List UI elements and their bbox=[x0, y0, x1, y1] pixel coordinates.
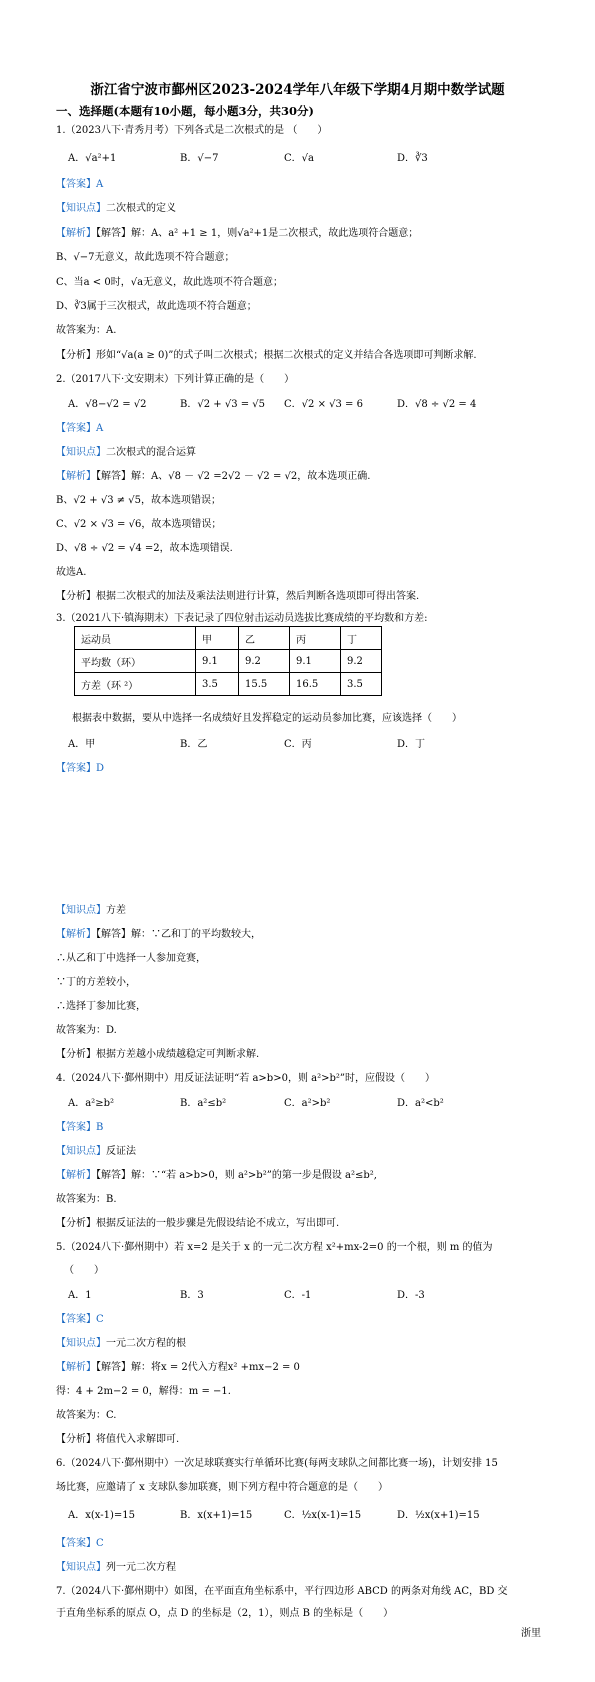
analysis-text: 【解答】解：∵乙和丁的平均数较大， bbox=[96, 929, 261, 940]
q3-analysis-3: ∵丁的方差较小， bbox=[56, 977, 136, 988]
table-row bbox=[75, 627, 382, 650]
knowledge-tag: 【知识点】 bbox=[56, 1562, 106, 1573]
table-cell: 15.5 bbox=[239, 673, 290, 696]
section-title: 一、选择题(本题有10小题，每小题3分，共30分) bbox=[56, 104, 314, 118]
table-cell: 甲 bbox=[196, 627, 239, 650]
q2-analysis-2: B、√2 + √3 ≠ √5，故本选项错误； bbox=[56, 495, 222, 506]
q1-knowledge bbox=[56, 202, 176, 216]
knowledge-text: 列一元二次方程 bbox=[106, 1562, 176, 1573]
q3-analysis-1 bbox=[56, 928, 261, 942]
document-title: 浙江省宁波市鄞州区2023-2024学年八年级下学期4月期中数学试题 bbox=[90, 82, 505, 98]
table-cell: 9.1 bbox=[196, 650, 239, 673]
table-cell: 9.2 bbox=[341, 650, 382, 673]
score-table bbox=[74, 626, 382, 696]
q3-option-d: D．丁 bbox=[397, 739, 426, 750]
q1-analysis-5: 故答案为：A. bbox=[56, 325, 117, 336]
q3-summary: 【分析】根据方差越小成绩越稳定可判断求解. bbox=[56, 1049, 260, 1060]
table-cell: 乙 bbox=[239, 627, 290, 650]
q5-stem-2: （ ） bbox=[64, 1265, 104, 1276]
q1-summary: 【分析】形如“√a(a ≥ 0)”的式子叫二次根式；根据二次根式的定义并结合各选项即可判断求解. bbox=[56, 350, 477, 361]
q3-analysis-4: ∴选择丁参加比赛， bbox=[56, 1001, 146, 1012]
q2-option-d: D．√8 ÷ √2 = 4 bbox=[397, 399, 477, 410]
q6-answer: 【答案】C bbox=[56, 1538, 104, 1549]
knowledge-text: 反证法 bbox=[106, 1146, 136, 1157]
q4-option-d: D．a²<b² bbox=[397, 1098, 444, 1109]
q5-summary: 【分析】将值代入求解即可. bbox=[56, 1434, 180, 1445]
table-cell: 16.5 bbox=[290, 673, 341, 696]
analysis-text: 【解答】解：∵“若 a>b>0，则 a²>b²”的第一步是假设 a²≤b², bbox=[96, 1170, 377, 1181]
q2-answer: 【答案】A bbox=[56, 423, 104, 434]
q2-summary: 【分析】根据二次根式的加法及乘法法则进行计算，然后判断各选项即可得出答案. bbox=[56, 591, 420, 602]
table-cell: 3.5 bbox=[196, 673, 239, 696]
q2-analysis-4: D、√8 ÷ √2 = √4 =2，故本选项错误. bbox=[56, 543, 233, 554]
q1-option-b: B．√−7 bbox=[180, 153, 219, 164]
q6-stem-2: 场比赛，应邀请了 x 支球队参加联赛，则下列方程中符合题意的是（ ） bbox=[56, 1482, 388, 1493]
table-cell: 丙 bbox=[290, 627, 341, 650]
q5-analysis-1 bbox=[56, 1361, 300, 1375]
knowledge-tag: 【知识点】 bbox=[56, 1338, 106, 1349]
q3-option-c: C．丙 bbox=[284, 739, 312, 750]
q1-option-c: C．√a bbox=[284, 153, 314, 164]
table-row bbox=[75, 650, 382, 673]
q4-analysis-2: 故答案为：B. bbox=[56, 1194, 117, 1205]
q5-analysis-2: 得：4 + 2m−2 = 0，解得：m = −1. bbox=[56, 1386, 231, 1397]
q2-analysis-5: 故选A. bbox=[56, 567, 87, 578]
q1-option-a: A．√a²+1 bbox=[68, 153, 117, 164]
analysis-tag: 【解析】 bbox=[56, 471, 96, 482]
page-footer: 浙里 bbox=[521, 1628, 541, 1639]
q2-analysis-3: C、√2 × √3 = √6，故本选项错误； bbox=[56, 519, 222, 530]
q1-analysis-4: D、∛3属于三次根式，故此选项不符合题意； bbox=[56, 301, 257, 312]
q5-knowledge bbox=[56, 1337, 186, 1351]
q2-stem: 2.（2017八下·文安期末）下列计算正确的是（ ） bbox=[56, 374, 295, 385]
q1-analysis-1 bbox=[56, 227, 418, 241]
q4-analysis-1 bbox=[56, 1169, 377, 1183]
q4-answer: 【答案】B bbox=[56, 1122, 104, 1133]
q5-option-c: C．-1 bbox=[284, 1290, 312, 1301]
q6-option-a: A．x(x-1)=15 bbox=[68, 1510, 135, 1521]
table-cell: 3.5 bbox=[341, 673, 382, 696]
analysis-text: 【解答】解：A、a² +1 ≥ 1，则√a²+1是二次根式，故此选项符合题意； bbox=[96, 228, 419, 239]
q6-knowledge bbox=[56, 1561, 176, 1575]
q1-analysis-3: C、当a < 0时，√a无意义，故此选项不符合题意； bbox=[56, 277, 284, 288]
table-cell: 方差（环 ²） bbox=[75, 673, 196, 696]
q1-analysis-2: B、√−7无意义，故此选项不符合题意； bbox=[56, 252, 235, 263]
knowledge-text: 二次根式的混合运算 bbox=[106, 447, 196, 458]
knowledge-tag: 【知识点】 bbox=[56, 447, 106, 458]
q4-summary: 【分析】根据反证法的一般步骤是先假设结论不成立，写出即可. bbox=[56, 1218, 340, 1229]
q2-analysis-1 bbox=[56, 470, 370, 484]
knowledge-tag: 【知识点】 bbox=[56, 905, 106, 916]
q2-knowledge bbox=[56, 446, 196, 460]
q1-stem: 1.（2023八下·青秀月考）下列各式是二次根式的是 （ ） bbox=[56, 125, 328, 136]
q3-question: 根据表中数据，要从中选择一名成绩好且发挥稳定的运动员参加比赛，应该选择（ ） bbox=[72, 713, 462, 724]
q6-option-b: B．x(x+1)=15 bbox=[180, 1510, 253, 1521]
table-cell: 运动员 bbox=[75, 627, 196, 650]
q1-option-d: D．∛3 bbox=[397, 153, 428, 164]
analysis-tag: 【解析】 bbox=[56, 1170, 96, 1181]
table-cell: 丁 bbox=[341, 627, 382, 650]
knowledge-tag: 【知识点】 bbox=[56, 1146, 106, 1157]
q3-stem: 3.（2021八下·镇海期末）下表记录了四位射击运动员选拔比赛成绩的平均数和方差: bbox=[56, 613, 428, 624]
q5-analysis-3: 故答案为：C. bbox=[56, 1410, 117, 1421]
table-cell: 平均数（环） bbox=[75, 650, 196, 673]
q3-option-b: B．乙 bbox=[180, 739, 208, 750]
table-row bbox=[75, 673, 382, 696]
q3-analysis-5: 故答案为：D. bbox=[56, 1025, 117, 1036]
q5-stem-1: 5.（2024八下·鄞州期中）若 x=2 是关于 x 的一元二次方程 x²+mx-2=0 的一个根，则 m 的值为 bbox=[56, 1242, 493, 1253]
q5-option-d: D．-3 bbox=[397, 1290, 425, 1301]
analysis-tag: 【解析】 bbox=[56, 929, 96, 940]
analysis-tag: 【解析】 bbox=[56, 1362, 96, 1373]
q4-option-c: C．a²>b² bbox=[284, 1098, 331, 1109]
q5-option-b: B．3 bbox=[180, 1290, 204, 1301]
knowledge-tag: 【知识点】 bbox=[56, 203, 106, 214]
table-cell: 9.1 bbox=[290, 650, 341, 673]
q6-stem-1: 6.（2024八下·鄞州期中）一次足球联赛实行单循环比赛(每两支球队之间都比赛一场)，计划安排 15 bbox=[56, 1458, 498, 1469]
q2-option-a: A．√8−√2 = √2 bbox=[68, 399, 147, 410]
q4-knowledge bbox=[56, 1145, 136, 1159]
q5-option-a: A．1 bbox=[68, 1290, 92, 1301]
q2-option-c: C．√2 × √3 = 6 bbox=[284, 399, 363, 410]
q6-option-d: D．½x(x+1)=15 bbox=[397, 1510, 480, 1521]
q7-stem-1: 7.（2024八下·鄞州期中）如图，在平面直角坐标系中，平行四边形 ABCD 的两条对角线 AC，BD 交 bbox=[56, 1586, 508, 1597]
q3-answer: 【答案】D bbox=[56, 763, 105, 774]
q3-knowledge bbox=[56, 904, 126, 918]
q4-stem: 4.（2024八下·鄞州期中）用反证法证明“若 a>b>0，则 a²>b²”时，应假设（ ） bbox=[56, 1073, 435, 1084]
q1-answer: 【答案】A bbox=[56, 179, 104, 190]
knowledge-text: 方差 bbox=[106, 905, 126, 916]
knowledge-text: 二次根式的定义 bbox=[106, 203, 176, 214]
q2-option-b: B．√2 + √3 = √5 bbox=[180, 399, 266, 410]
q3-analysis-2: ∴从乙和丁中选择一人参加竞赛， bbox=[56, 953, 206, 964]
q6-option-c: C．½x(x-1)=15 bbox=[284, 1510, 362, 1521]
table-cell: 9.2 bbox=[239, 650, 290, 673]
q4-option-b: B．a²≤b² bbox=[180, 1098, 227, 1109]
q3-option-a: A．甲 bbox=[68, 739, 96, 750]
q7-stem-2: 于直角坐标系的原点 O，点 D 的坐标是（2，1），则点 B 的坐标是（ ） bbox=[56, 1608, 394, 1619]
q4-option-a: A．a²≥b² bbox=[68, 1098, 114, 1109]
analysis-tag: 【解析】 bbox=[56, 228, 96, 239]
analysis-text: 【解答】解：A、√8 － √2 =2√2 － √2 = √2，故本选项正确. bbox=[96, 471, 371, 482]
q5-answer: 【答案】C bbox=[56, 1314, 104, 1325]
analysis-text: 【解答】解：将x = 2代入方程x² +mx−2 = 0 bbox=[96, 1362, 300, 1373]
knowledge-text: 一元二次方程的根 bbox=[106, 1338, 186, 1349]
